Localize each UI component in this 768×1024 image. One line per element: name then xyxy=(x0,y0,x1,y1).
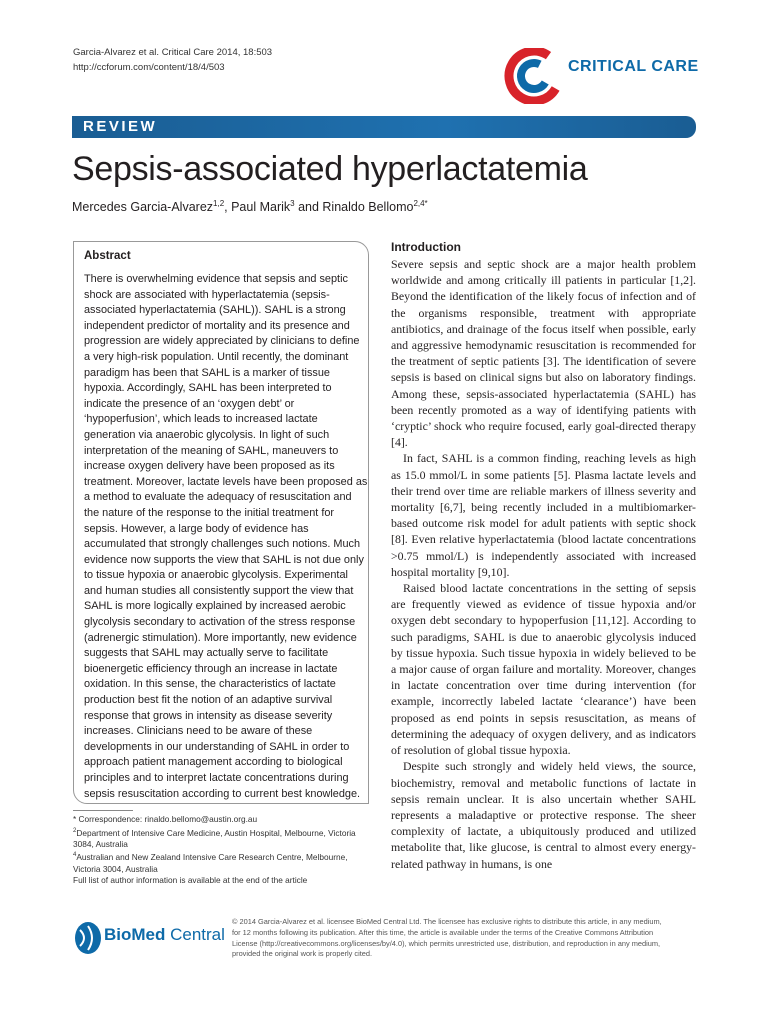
affiliation-4 xyxy=(73,850,373,875)
body-paragraph: Despite such strongly and widely held views, the source, biochemistry, removal and metabolic functions of lactate in sepsis remain unclear. It is also uncertain whether SAHL represents a maladaptive or protective response. The sheer complexity of lactate, a ubiquitously produced and utilized metabolite that, like glucose, is central to almost every energy-related pathway in humans, is one xyxy=(391,759,696,871)
body-paragraph: In fact, SAHL is a common finding, reaching levels as high as 15.0 mmol/L in some patients [5]. Plasma lactate levels and their trend over time are reliable markers of illness severity and mortality [6,7], being recently included in a multibiomarker-based outcome risk model for adult patients with septic shock [8]. Even relative hyperlactatemia (blood lactate concentrations >0.75 mmol/L) is independently associated with increased hospital mortality [9,10]. xyxy=(391,451,696,579)
citation-url[interactable]: http://ccforum.com/content/18/4/503 xyxy=(73,62,225,73)
author-name: Rinaldo Bellomo xyxy=(322,200,414,215)
author-name: Mercedes Garcia-Alvarez xyxy=(72,200,214,215)
citation-line: Garcia-Alvarez et al. Critical Care 2014, 18:503 xyxy=(73,47,273,58)
affiliation-text: Department of Intensive Care Medicine, Austin Hospital, Melbourne, Victoria 3084, Australia xyxy=(73,827,356,849)
affiliation-number: 4 xyxy=(73,852,77,859)
abstract-heading: Abstract xyxy=(84,250,131,262)
article-title: Sepsis-associated hyperlactatemia xyxy=(72,150,588,188)
author-info-note: Full list of author information is available at the end of the article xyxy=(73,875,308,886)
section-label: REVIEW xyxy=(83,118,158,135)
body-paragraph: Raised blood lactate concentrations in the setting of sepsis are frequently viewed as evidence of tissue hypoxia and/or oxygen debt secondary to hypoperfusion [11,12]. According to such paradigms, SAHL is due to anaerobic glycolysis induced by tissue hypoxia. Such tissue hypoxia in widely believed to be a major cause of organ failure and mortality. Moreover, changes in lactate concentration over time during intervention (for example, incorrectly labeled lactate ‘clearance’) have been proposed as end points in sepsis resuscitation, as means of determining the adequacy of oxygen delivery, and as indicators of resolution of global tissue hypoxia. xyxy=(391,581,696,758)
author-separator: , xyxy=(224,200,232,215)
publisher-logo-light: Central xyxy=(165,925,225,944)
affiliation-number: 2 xyxy=(73,827,77,834)
introduction-section xyxy=(391,240,696,872)
journal-logo-text: CRITICAL CARE xyxy=(568,58,699,75)
author-name: Paul Marik xyxy=(231,200,291,215)
correspondence[interactable]: * Correspondence: rinaldo.bellomo@austin.org.au xyxy=(73,814,258,824)
affiliation-2 xyxy=(73,826,373,851)
citation xyxy=(73,45,272,75)
affiliation-text: Australian and New Zealand Intensive Care Research Centre, Melbourne, Victoria 3004, Australia xyxy=(73,852,348,874)
author-list xyxy=(72,199,428,214)
author-affiliation: 2,4* xyxy=(413,199,428,208)
author-affiliation: 3 xyxy=(290,199,295,208)
author-affiliation: 1,2 xyxy=(213,199,225,208)
abstract-box xyxy=(73,241,369,804)
footnotes xyxy=(73,814,373,887)
abstract-text: There is overwhelming evidence that sepsis and septic shock are associated with hyperlactatemia (sepsis-associated hyperlactatemia (SAHL)). SAHL is a strong independent predictor of mortality and its presence and progression are widely appreciated by clinicians to define a very high-risk population. Until recently, the dominant paradigm has been that SAHL is a marker of tissue hypoxia. Accordingly, SAHL has been interpreted to indicate the presence of an ‘oxygen debt’ or ‘hypoperfusion’, which leads to increased lactate generation via anaerobic glycolysis. In light of such interpretation of the meaning of SAHL, maneuvers to increase oxygen delivery have been proposed as its treatment. Moreover, lactate levels have been proposed as a method to evaluate the adequacy of resuscitation and the nature of the response to the initial treatment for sepsis. However, a large body of evidence has accumulated that strongly challenges such notions. Much evidence now supports the view that SAHL is not due only to tissue hypoxia or anaerobic glycolysis. Experimental and human studies all consistently support the view that SAHL is more logically explained by increased aerobic glycolysis secondary to activation of the stress response (adrenergic stimulation). More importantly, new evidence suggests that SAHL may actually serve to facilitate bioenergetic efficiency through an increase in lactate oxidation. In this sense, the characteristics of lactate production best fit the notion of an adaptive survival response that grows in intensity as disease severity increases. Clinicians need to be aware of these developments in our understanding of SAHL in order to approach patient management according to biological principles and to interpret lactate concentrations during sepsis resuscitation according to current best knowledge. xyxy=(84,273,368,800)
section-banner xyxy=(72,116,696,138)
publisher-logo-bold: BioMed xyxy=(104,925,166,944)
author-separator: and xyxy=(294,200,323,215)
body-paragraph: Severe sepsis and septic shock are a major health problem worldwide and among critically ill patients in particular [1,2]. Beyond the identification of the likely focus of infection and of the organisms responsible, treatment with appropriate antibiotics, and drainage of the focus itself when possible, early and aggressive hemodynamic resuscitation is recommended for the treatment of septic patients [3]. The identification of severe sepsis is based on clinical signs but also on laboratory findings. Among these, sepsis-associated hyperlactatemia (SAHL) has been recently promoted as a way of identifying patients with ‘cryptic’ shock who require focused, early goal-directed therapy [4]. xyxy=(391,257,696,450)
footnote-divider xyxy=(73,810,133,811)
publisher-logo-text xyxy=(104,925,225,945)
introduction-heading: Introduction xyxy=(391,240,461,254)
license-text: © 2014 Garcia-Alvarez et al. licensee BioMed Central Ltd. The licensee has exclusive rights to distribute this article, in any medium, for 12 months following its publication. After this time, the article is available under the terms of the Creative Commons Attribution License (http://creativecommons.org/licenses/by/4.0), which permits unrestricted use, distribution, and reproduction in any medium, provided the original work is properly cited. xyxy=(232,917,662,959)
critical-care-logo-icon xyxy=(504,48,704,104)
